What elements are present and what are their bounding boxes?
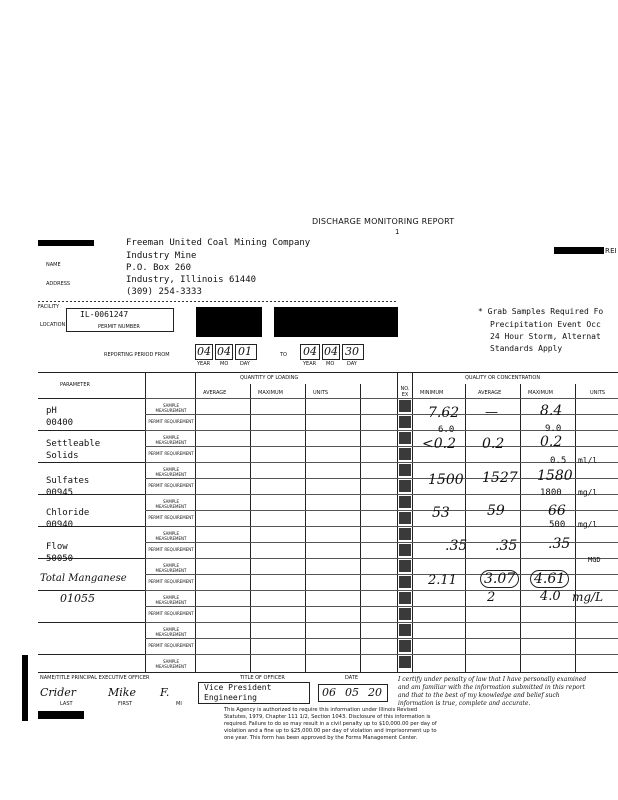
officer-mi: F. xyxy=(160,686,170,699)
no-ex-cell xyxy=(399,512,411,524)
no-ex-cell xyxy=(399,400,411,412)
to-day-label: DAY xyxy=(347,361,357,367)
solids-units: ml/l xyxy=(578,456,598,465)
col-line xyxy=(250,384,251,672)
row-type-label: PERMIT REQUIREMENT xyxy=(148,419,194,424)
footer-text: This Agency is authorized to require this information under Illinois Revised Statutes, 1979, Chapter 111 1/2, Section 1043. Disclosure of this information is required. Failure to do so may result in a civil penalty up to $10,000.00 per day of violation and a fine up to $25,000.00 per day of violation and imprisonment up to one year. This form has been approved by the Forms Management Center. xyxy=(224,707,437,741)
officer-first-label: FIRST xyxy=(118,701,133,707)
facility-label: FACILITY xyxy=(38,304,60,310)
row-divider xyxy=(145,606,618,607)
to-mo: 04 xyxy=(324,345,338,358)
flow-max: .35 xyxy=(548,536,571,552)
row-type-label: PERMIT REQUIREMENT xyxy=(148,451,194,456)
report-title: DISCHARGE MONITORING REPORT xyxy=(312,217,455,226)
manganese-avg: 3.07 xyxy=(480,570,519,588)
solids-avg: 0.2 xyxy=(482,436,505,452)
from-mo-label: MO xyxy=(220,361,229,367)
sulfates-max: 1580 xyxy=(537,468,573,484)
officer-title2: Engineering xyxy=(204,693,257,702)
from-day: 01 xyxy=(238,345,252,358)
chloride-avg: 59 xyxy=(487,503,505,519)
param-manganese: Total Manganese xyxy=(40,573,127,584)
officer-mi-label: MI xyxy=(176,701,182,707)
row-divider xyxy=(145,654,618,655)
no-ex-cell xyxy=(399,640,411,652)
solids-max: 0.2 xyxy=(540,434,563,450)
param-chloride: Chloride xyxy=(46,508,90,518)
row-type-label: SAMPLE MEASUREMENT xyxy=(155,595,187,605)
date-label: DATE xyxy=(345,675,359,681)
redaction-bar xyxy=(38,240,94,246)
col-line xyxy=(360,384,361,672)
permit-number-label: PERMIT NUMBER xyxy=(98,324,140,330)
row-type-label: SAMPLE MEASUREMENT xyxy=(155,403,187,413)
redaction-bar xyxy=(554,247,604,254)
col-line xyxy=(195,372,196,672)
minimum-header: MINIMUM xyxy=(420,390,444,396)
row-divider xyxy=(145,526,618,527)
address-label: ADDRESS xyxy=(46,281,71,287)
no-ex-cell xyxy=(399,464,411,476)
flow-reported: .35 xyxy=(445,538,468,554)
param-manganese-code: 01055 xyxy=(60,592,95,605)
to-mo-label: MO xyxy=(326,361,335,367)
row-type-label: SAMPLE MEASUREMENT xyxy=(155,435,187,445)
from-day-label: DAY xyxy=(240,361,250,367)
row-type-label: SAMPLE MEASUREMENT xyxy=(155,659,187,669)
average-header-2: AVERAGE xyxy=(478,390,502,396)
param-flow-code: 50050 xyxy=(46,554,74,564)
no-ex-cell xyxy=(399,560,411,572)
row-divider xyxy=(145,398,618,399)
manganese-limit-avg: 2 xyxy=(487,590,496,605)
from-year: 04 xyxy=(197,345,211,358)
permittee-name: Freeman United Coal Mining Company xyxy=(126,238,311,248)
note-line3: 24 Hour Storm, Alternat xyxy=(490,332,601,341)
to-label: TO xyxy=(280,352,287,358)
chloride-units: mg/l xyxy=(578,520,598,529)
col-line xyxy=(520,384,521,672)
certify-text: I certify under penalty of law that I have personally examined and am familiar with the information submitted in this report and that to the best of my knowledge and belief such information is true, complete and accurate. xyxy=(398,676,587,707)
row-type-label: PERMIT REQUIREMENT xyxy=(148,547,194,552)
permittee-line2: Industry Mine xyxy=(126,251,197,261)
no-ex-cell xyxy=(399,496,411,508)
row-type-label: SAMPLE MEASUREMENT xyxy=(155,467,187,477)
col-line xyxy=(397,372,398,672)
officer-label: NAME/TITLE PRINCIPAL EXECUTIVE OFFICER xyxy=(40,675,150,681)
row-type-label: PERMIT REQUIREMENT xyxy=(148,643,194,648)
chloride-max: 66 xyxy=(548,503,566,519)
col-line xyxy=(145,372,146,672)
cut-off-label: REI xyxy=(605,247,617,255)
page-mark: 1 xyxy=(395,228,400,236)
parameter-divider xyxy=(38,590,145,591)
row-type-label: SAMPLE MEASUREMENT xyxy=(155,499,187,509)
col-line xyxy=(412,372,413,672)
no-ex-cell xyxy=(399,624,411,636)
officer-title1: Vice President xyxy=(204,683,272,692)
flow-units: MGD xyxy=(588,556,601,564)
row-type-label: PERMIT REQUIREMENT xyxy=(148,483,194,488)
average-header: AVERAGE xyxy=(203,390,227,396)
redaction-bar xyxy=(38,711,84,719)
solids-limit-max: 0.5 xyxy=(550,456,567,466)
no-ex-cell xyxy=(399,528,411,540)
no-ex-cell xyxy=(399,656,411,668)
no-ex-cell xyxy=(399,592,411,604)
note-line2: Precipitation Event Occ xyxy=(490,320,601,329)
ph-reported: 7.62 xyxy=(428,405,460,421)
to-year-label: YEAR xyxy=(303,361,317,367)
no-ex-cell xyxy=(399,432,411,444)
manganese-units: mg/L xyxy=(572,590,604,604)
sulfates-avg: 1527 xyxy=(482,470,518,486)
quality-header: QUALITY OR CONCENTRATION xyxy=(465,375,541,381)
param-flow: Flow xyxy=(46,542,68,552)
param-sulfates: Sulfates xyxy=(46,476,90,486)
chloride-limit-max: 500 xyxy=(549,520,566,530)
manganese-reported: 2.11 xyxy=(428,573,457,588)
from-mo: 04 xyxy=(217,345,231,358)
parameter-divider xyxy=(38,430,145,431)
maximum-header-2: MAXIMUM xyxy=(528,390,553,396)
param-ph-code: 00400 xyxy=(46,418,74,428)
note-line1: * Grab Samples Required Fo xyxy=(478,307,604,316)
divider xyxy=(38,301,398,302)
ph-max: 8.4 xyxy=(540,403,563,419)
sign-date-day: 20 xyxy=(368,686,382,699)
parameter-divider xyxy=(38,398,145,399)
parameter-divider xyxy=(38,462,145,463)
row-type-label: SAMPLE MEASUREMENT xyxy=(155,563,187,573)
parameter-header: PARAMETER xyxy=(60,382,90,388)
officer-first: Mike xyxy=(108,686,136,699)
maximum-header: MAXIMUM xyxy=(258,390,283,396)
row-type-label: SAMPLE MEASUREMENT xyxy=(155,627,187,637)
sign-date-yr: 06 xyxy=(322,686,336,699)
units-header: UNITS xyxy=(313,390,329,396)
param-ph: pH xyxy=(46,406,57,416)
to-year: 04 xyxy=(303,345,317,358)
name-label: NAME xyxy=(46,262,61,268)
col-line xyxy=(465,384,466,672)
row-type-label: PERMIT REQUIREMENT xyxy=(148,611,194,616)
col-line xyxy=(305,384,306,672)
solids-reported: <0.2 xyxy=(422,436,456,452)
redaction-bar xyxy=(22,655,28,721)
row-type-label: PERMIT REQUIREMENT xyxy=(148,515,194,520)
permit-number: IL-0061247 xyxy=(80,310,129,319)
no-ex-cell xyxy=(399,416,411,428)
ph-limit-max: 9.0 xyxy=(545,424,562,434)
units-header-2: UNITS xyxy=(590,390,606,396)
no-ex-header: NO. EX xyxy=(400,386,410,398)
no-ex-cell xyxy=(399,448,411,460)
sulfates-limit-max: 1800 xyxy=(540,488,562,498)
row-divider xyxy=(145,462,618,463)
flow-avg: .35 xyxy=(495,538,518,554)
officer-last-label: LAST xyxy=(60,701,73,707)
row-divider xyxy=(145,622,618,623)
parameter-divider xyxy=(38,654,145,655)
redaction-block xyxy=(196,307,262,337)
ph-avg: — xyxy=(485,405,498,420)
param-sulfates-code: 00945 xyxy=(46,488,74,498)
quantity-header: QUANTITY OF LOADING xyxy=(240,375,299,381)
no-ex-cell xyxy=(399,576,411,588)
row-type-label: SAMPLE MEASUREMENT xyxy=(155,531,187,541)
col-line xyxy=(575,384,576,672)
ph-limit-min: 6.0 xyxy=(438,425,455,435)
location-label: LOCATION xyxy=(40,322,66,328)
permittee-line4: Industry, Illinois 61440 xyxy=(126,275,257,285)
parameter-divider xyxy=(38,622,145,623)
redaction-block xyxy=(274,307,398,337)
row-type-label: PERMIT REQUIREMENT xyxy=(148,579,194,584)
manganese-max: 4.61 xyxy=(530,570,569,588)
row-divider xyxy=(145,558,618,559)
officer-last: Crider xyxy=(40,686,77,699)
from-year-label: YEAR xyxy=(197,361,211,367)
reporting-period-label: REPORTING PERIOD FROM xyxy=(104,352,170,358)
no-ex-cell xyxy=(399,480,411,492)
permittee-line3: P.O. Box 260 xyxy=(126,263,192,273)
sign-date-mo: 05 xyxy=(345,686,359,699)
no-ex-cell xyxy=(399,544,411,556)
table-bottom-border xyxy=(38,672,618,673)
to-day: 30 xyxy=(345,345,359,358)
title-label: TITLE OF OFFICER xyxy=(240,675,285,681)
sulfates-units: mg/l xyxy=(578,488,598,497)
table-top-border xyxy=(38,372,618,373)
param-chloride-code: 00940 xyxy=(46,520,74,530)
manganese-limit-max: 4.0 xyxy=(540,589,561,604)
sulfates-reported: 1500 xyxy=(428,472,464,488)
note-line4: Standards Apply xyxy=(490,344,563,353)
permittee-line5: (309) 254-3333 xyxy=(126,287,202,297)
param-settleable: Settleable Solids xyxy=(46,439,101,461)
row-divider xyxy=(145,638,618,639)
no-ex-cell xyxy=(399,608,411,620)
chloride-reported: 53 xyxy=(432,505,450,521)
